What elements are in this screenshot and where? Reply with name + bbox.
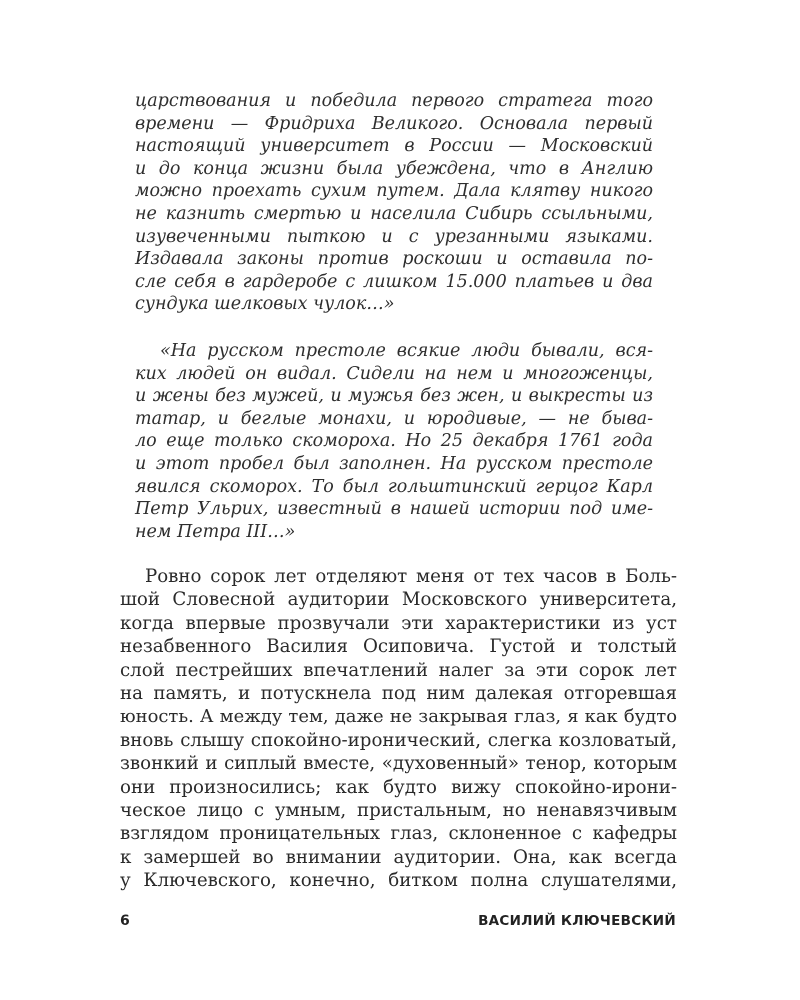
text-line: взглядом проницательных глаз, склоненное с кафедры bbox=[120, 823, 677, 845]
text-line: Ровно сорок лет отделяют меня от тех часов в Боль- bbox=[145, 566, 677, 587]
text-line: и этот пробел был заполнен. На русском престоле bbox=[135, 453, 653, 474]
text-line: и жены без мужей, и мужья без жен, и выкресты из bbox=[135, 386, 653, 407]
text-line: татар, и беглые монахи, и юродивые, — не быва- bbox=[135, 408, 653, 429]
text-line: Петр Ульрих, известный в нашей истории под име- bbox=[135, 499, 653, 520]
text-line: не казнить смертью и населила Сибирь ссыльными, bbox=[135, 203, 653, 224]
text-line: вновь слышу спокойно-иронический, слегка козловатый, bbox=[120, 729, 677, 751]
running-title: ВАСИЛИЙ КЛЮЧЕВСКИЙ bbox=[478, 913, 676, 929]
text-line: ческое лицо с умным, пристальным, но ненавязчивым bbox=[120, 800, 677, 822]
text-line: и до конца жизни была убеждена, что в Англию bbox=[135, 158, 653, 179]
text-line: явился скоморох. То был гольштинский герцог Карл bbox=[135, 476, 653, 497]
body-paragraph bbox=[120, 565, 677, 893]
text-line: ло еще только скомороха. Но 25 декабря 1761 года bbox=[135, 431, 653, 452]
text-line: Издавала законы против роскоши и оставила по- bbox=[135, 249, 653, 270]
text-line: изувеченными пыткою и с урезанными языками. bbox=[135, 226, 653, 247]
text-line: шой Словесной аудитории Московского университета, bbox=[120, 589, 677, 611]
text-line: можно проехать сухим путем. Дала клятву никого bbox=[135, 181, 653, 202]
text-line: сле себя в гардеробе с лишком 15.000 платьев и два bbox=[135, 271, 653, 292]
text-line: ких людей он видал. Сидели на нем и многоженцы, bbox=[135, 363, 653, 384]
quote-block-peter bbox=[135, 340, 653, 543]
text-line: на память, и потускнела под ним далекая отгоревшая bbox=[120, 683, 677, 705]
text-line: времени — Фридриха Великого. Основала первый bbox=[135, 113, 653, 134]
quote-block-catherine bbox=[135, 90, 653, 316]
text-line: слой пестрейших впечатлений налег за эти сорок лет bbox=[120, 659, 677, 681]
text-line: когда впервые прозвучали эти характеристики из уст bbox=[120, 612, 677, 634]
text-line: к замершей во внимании аудитории. Она, как всегда bbox=[120, 846, 677, 868]
text-line: нем Петра III…» bbox=[135, 521, 296, 542]
text-line: царствования и победила первого стратега того bbox=[135, 91, 653, 111]
text-line: незабвенного Василия Осиповича. Густой и толстый bbox=[120, 636, 677, 658]
text-line: настоящий университет в России — Московский bbox=[135, 136, 653, 157]
text-line: сундука шелковых чулок…» bbox=[135, 294, 395, 315]
text-line: «На русском престоле всякие люди бывали, вся- bbox=[160, 341, 653, 361]
text-line: они произносились; как будто вижу спокойно-ирони- bbox=[120, 776, 677, 798]
text-line: юность. А между тем, даже не закрывая глаз, я как будто bbox=[120, 706, 677, 728]
text-line: звонкий и сиплый вместе, «духовенный» тенор, которым bbox=[120, 753, 677, 775]
page-number: 6 bbox=[120, 913, 130, 929]
text-line: у Ключевского, конечно, битком полна слушателями, bbox=[120, 870, 677, 892]
